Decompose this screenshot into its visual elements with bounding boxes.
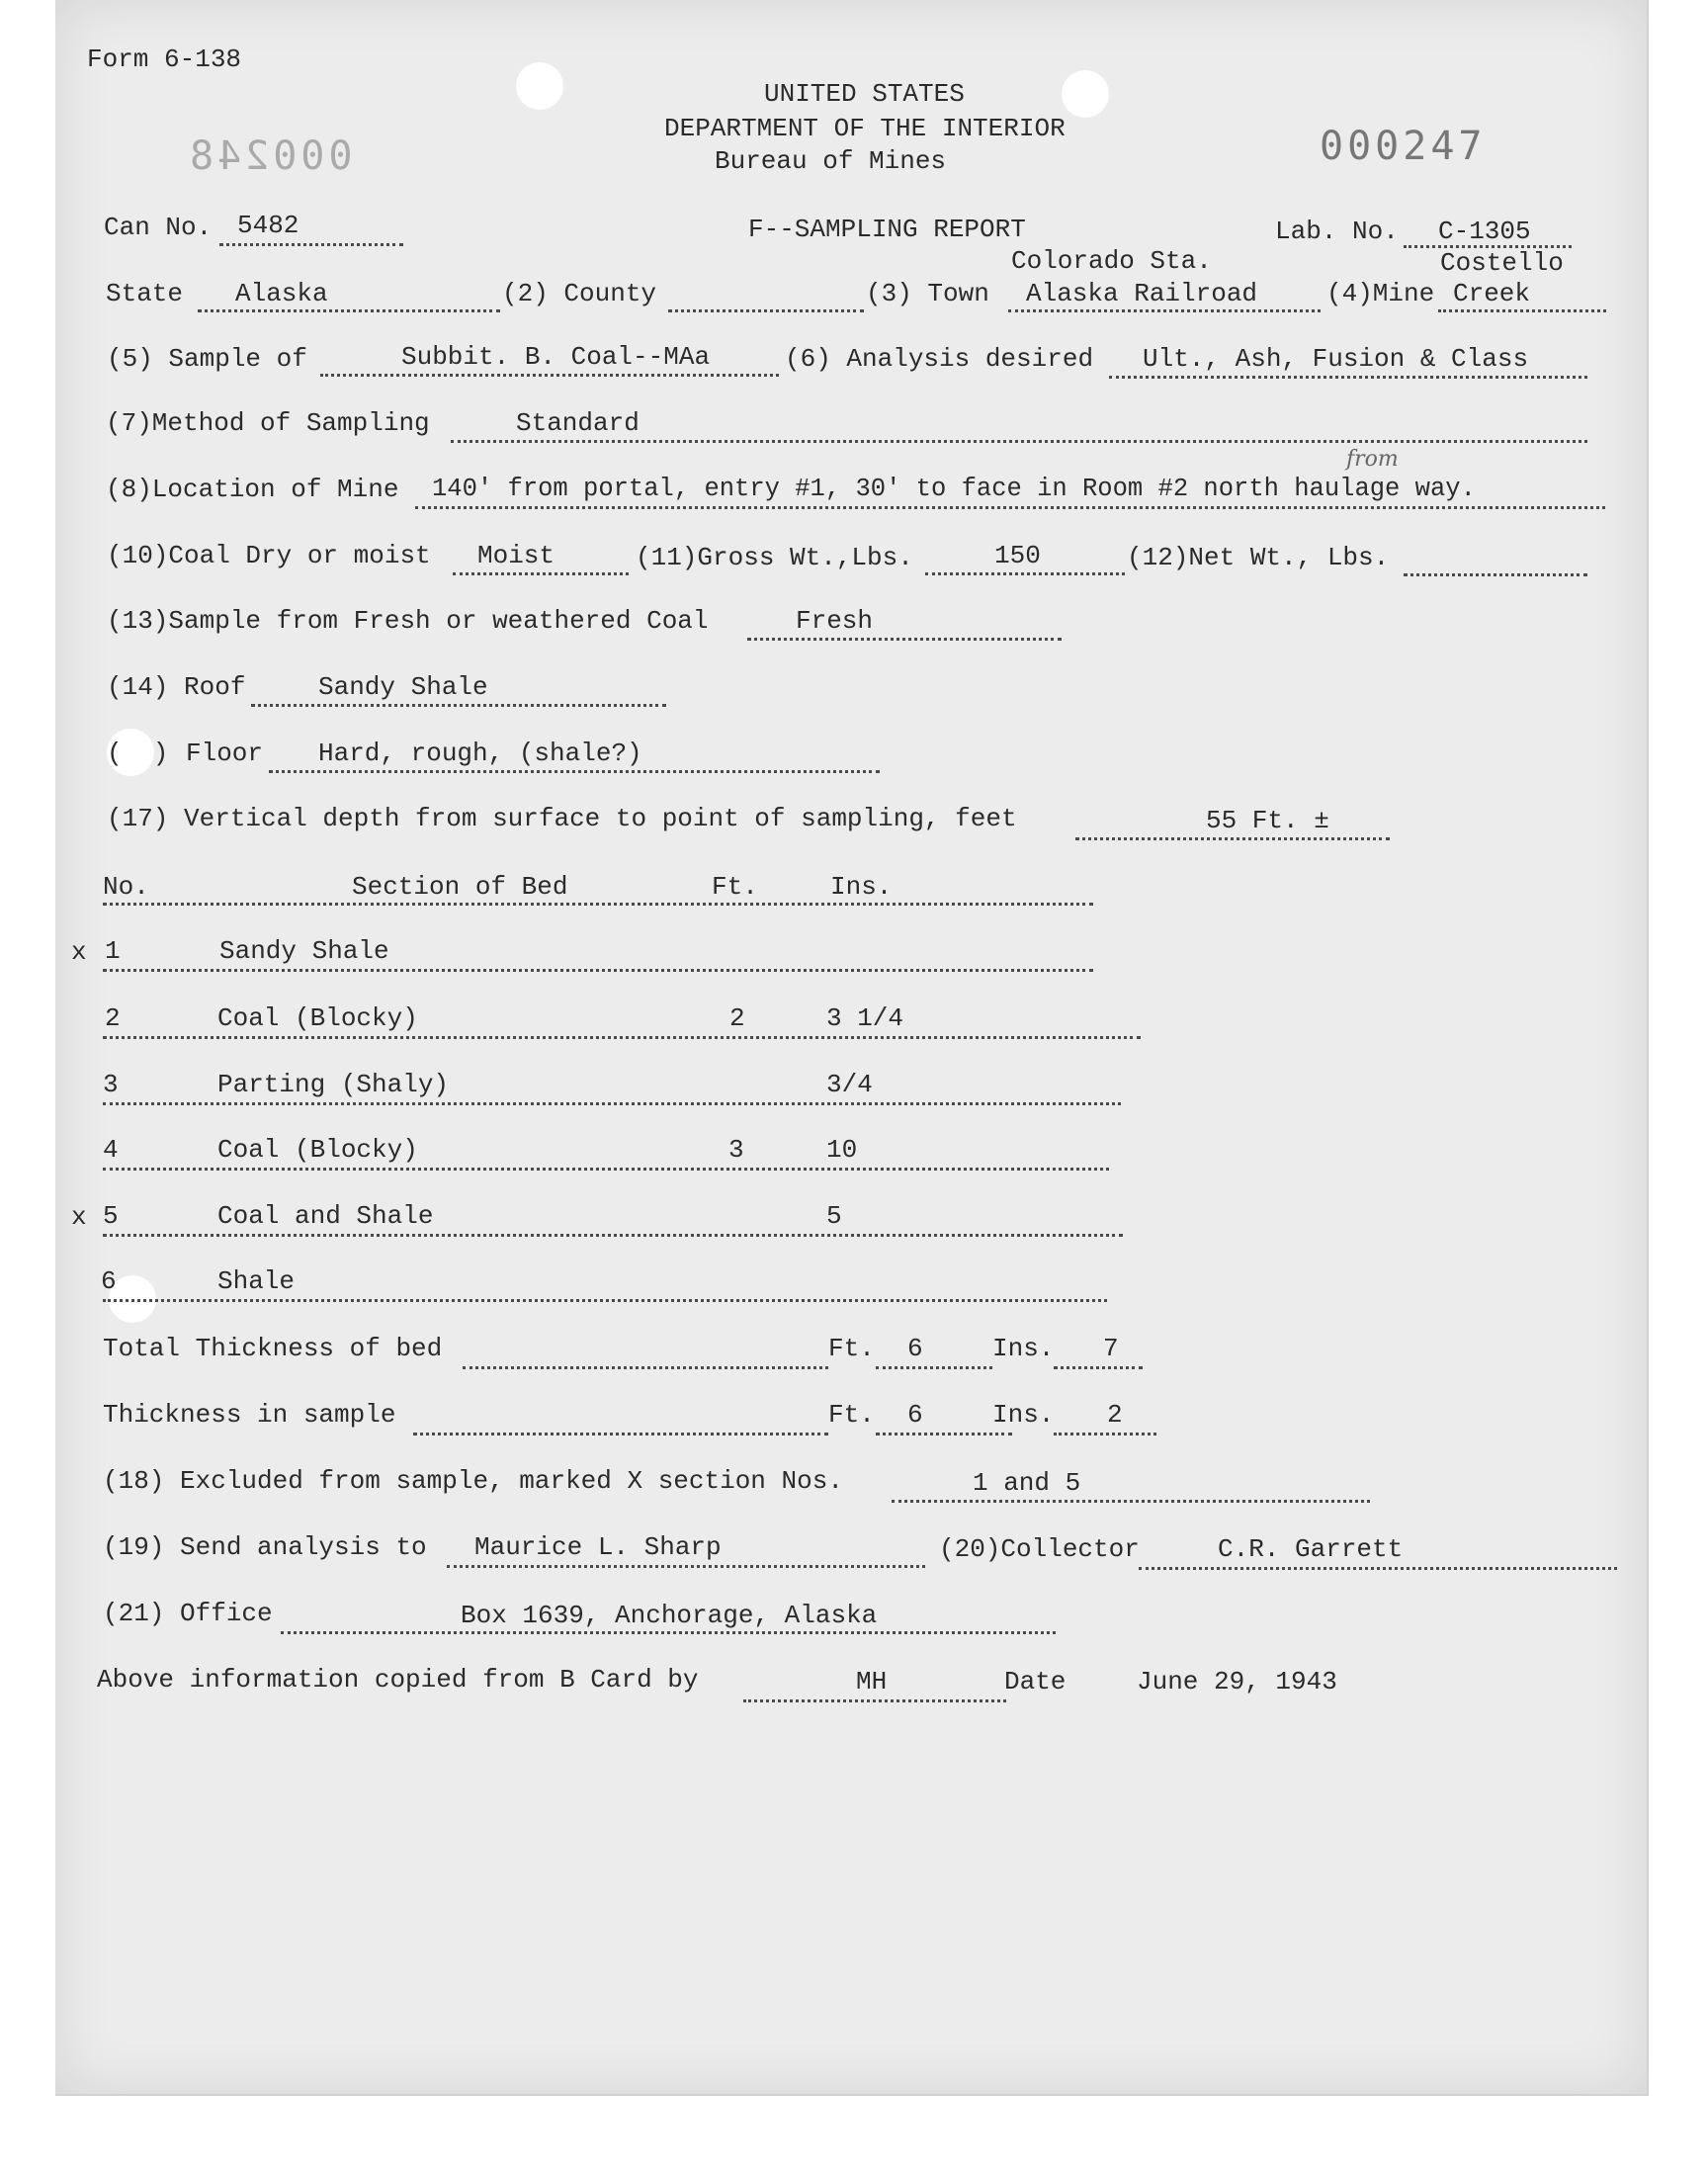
table-row-underline <box>103 1234 1123 1237</box>
collector-value: C.R. Garrett <box>1218 1534 1404 1564</box>
lab-label: Lab. No. <box>1275 217 1399 246</box>
coal-dry-underline <box>453 572 629 575</box>
date-label: Date <box>1004 1667 1067 1696</box>
table-row-section: Coal and Shale <box>217 1201 434 1231</box>
excluded-value: 1 and 5 <box>973 1468 1081 1498</box>
mine-label: (4)Mine <box>1326 279 1435 308</box>
table-row-no: 3 <box>103 1070 119 1099</box>
collector-label: (20)Collector <box>939 1534 1140 1564</box>
table-header-ft: Ft. <box>712 872 758 902</box>
table-row-ins: 3 1/4 <box>826 1003 904 1033</box>
copied-by-label: Above information copied from B Card by <box>97 1665 699 1695</box>
total-ft-value: 6 <box>907 1334 923 1363</box>
table-row-underline <box>103 969 1093 972</box>
sample-ins-underline <box>1054 1433 1156 1436</box>
table-row-ins: 10 <box>826 1135 858 1165</box>
gross-underline <box>925 572 1125 575</box>
sample-ft-value: 6 <box>907 1400 923 1430</box>
roof-value: Sandy Shale <box>318 672 488 702</box>
state-label: State <box>106 279 184 308</box>
office-underline <box>281 1631 1056 1634</box>
table-row-ft: 3 <box>728 1135 744 1165</box>
analysis-underline <box>1109 376 1587 379</box>
can-underline <box>219 243 403 246</box>
fresh-label: (13)Sample from Fresh or weathered Coal <box>107 606 709 636</box>
table-row-section: Sandy Shale <box>219 936 389 966</box>
total-ft-underline <box>876 1366 992 1369</box>
table-row-ins: 5 <box>826 1201 842 1231</box>
location-value: 140' from portal, entry #1, 30' to face in Room #2 north haulage way. <box>432 475 1476 503</box>
header-department: DEPARTMENT OF THE INTERIOR <box>664 114 1066 143</box>
state-underline <box>198 309 500 312</box>
net-label: (12)Net Wt., Lbs. <box>1127 543 1390 572</box>
total-ins-underline <box>1054 1366 1143 1369</box>
sample-of-label: (5) Sample of <box>107 344 307 374</box>
form-number: Form 6-138 <box>87 44 242 74</box>
depth-value: 55 Ft. ± <box>1206 806 1329 835</box>
roof-label: (14) Roof <box>107 672 246 702</box>
analysis-label: (6) Analysis desired <box>785 344 1094 374</box>
stamp-mirrored-number: 000248 <box>186 133 353 179</box>
send-analysis-value: Maurice L. Sharp <box>474 1532 722 1562</box>
sample-thickness-label: Thickness in sample <box>103 1400 396 1430</box>
gross-value: 150 <box>994 541 1041 570</box>
location-insert-note: from <box>1346 447 1399 472</box>
office-label: (21) Office <box>103 1599 273 1628</box>
send-analysis-label: (19) Send analysis to <box>103 1532 427 1562</box>
depth-underline <box>1075 837 1390 840</box>
sample-of-underline <box>320 374 779 377</box>
collector-underline <box>1139 1567 1617 1570</box>
sample-ft-underline <box>876 1433 1012 1436</box>
sample-thickness-underline <box>413 1433 828 1436</box>
table-row-section: Coal (Blocky) <box>217 1003 418 1033</box>
sample-ins-value: 2 <box>1107 1400 1123 1430</box>
table-row-underline <box>103 1299 1107 1302</box>
fresh-value: Fresh <box>796 606 874 636</box>
mine-value: Creek <box>1453 279 1531 308</box>
report-title: F--SAMPLING REPORT <box>748 215 1026 244</box>
floor-label-number: ( ) <box>107 739 169 768</box>
form-sheet <box>55 0 1649 2096</box>
office-value: Box 1639, Anchorage, Alaska <box>461 1601 878 1630</box>
table-row-underline <box>103 1168 1109 1171</box>
table-row-no: 4 <box>103 1135 119 1165</box>
total-ins-label: Ins. <box>992 1334 1055 1363</box>
location-underline <box>415 506 1605 509</box>
county-label: (2) County <box>502 279 657 308</box>
punch-hole-left <box>516 62 563 110</box>
table-header-section: Section of Bed <box>352 872 568 902</box>
table-row-no: 2 <box>105 1003 121 1033</box>
total-ft-label: Ft. <box>828 1334 875 1363</box>
sample-ft-label: Ft. <box>828 1400 875 1430</box>
fresh-underline <box>747 638 1062 641</box>
excluded-label: (18) Excluded from sample, marked X section Nos. <box>103 1466 843 1496</box>
sample-ins-label: Ins. <box>992 1400 1055 1430</box>
header-bureau: Bureau of Mines <box>715 146 947 176</box>
table-row-section: Parting (Shaly) <box>217 1070 450 1099</box>
table-row-no: 5 <box>103 1201 119 1231</box>
location-label: (8)Location of Mine <box>106 475 399 504</box>
floor-value: Hard, rough, (shale?) <box>318 739 642 768</box>
table-row-underline <box>103 1036 1141 1039</box>
total-thickness-underline <box>463 1366 828 1369</box>
depth-label: (17) Vertical depth from surface to point of sampling, feet <box>107 804 1017 833</box>
date-value: June 29, 1943 <box>1137 1667 1337 1696</box>
lab-value: C-1305 <box>1438 217 1531 246</box>
punch-hole-right <box>1062 70 1109 118</box>
table-row-section: Coal (Blocky) <box>217 1135 418 1165</box>
total-thickness-label: Total Thickness of bed <box>103 1334 443 1363</box>
header-agency: UNITED STATES <box>764 79 965 109</box>
copied-by-underline <box>743 1699 1006 1702</box>
town-underline <box>1008 309 1321 312</box>
total-ins-value: 7 <box>1103 1334 1119 1363</box>
mine-above-note: Costello <box>1440 248 1564 278</box>
mine-underline <box>1438 309 1606 312</box>
floor-label: Floor <box>186 739 264 768</box>
gross-label: (11)Gross Wt.,Lbs. <box>636 543 913 572</box>
analysis-value: Ult., Ash, Fusion & Class <box>1143 344 1529 374</box>
send-analysis-underline <box>447 1565 925 1568</box>
method-underline <box>451 440 1587 443</box>
town-value: Alaska Railroad <box>1026 279 1258 308</box>
method-value: Standard <box>516 408 640 438</box>
table-row-section: Shale <box>217 1266 296 1296</box>
table-header-ins: Ins. <box>830 872 893 902</box>
method-label: (7)Method of Sampling <box>106 408 430 438</box>
table-row-mark: x <box>71 1202 87 1232</box>
net-underline <box>1404 573 1587 576</box>
roof-underline <box>251 704 666 707</box>
stamp-document-number: 000247 <box>1320 124 1487 169</box>
can-value: 5482 <box>237 211 299 240</box>
excluded-underline <box>892 1500 1370 1503</box>
table-header-underline <box>103 903 1093 906</box>
sample-of-value: Subbit. B. Coal--MAa <box>401 342 711 372</box>
county-underline <box>668 309 864 312</box>
coal-dry-label: (10)Coal Dry or moist <box>107 541 431 570</box>
table-header-no: No. <box>103 872 149 902</box>
table-row-mark: x <box>71 937 87 967</box>
floor-underline <box>269 770 880 773</box>
copied-by-value: MH <box>856 1667 888 1696</box>
table-row-ft: 2 <box>729 1003 745 1033</box>
state-value: Alaska <box>235 279 328 308</box>
table-row-ins: 3/4 <box>826 1070 873 1099</box>
town-label: (3) Town <box>866 279 989 308</box>
table-row-no: 6 <box>101 1266 117 1296</box>
can-label: Can No. <box>104 213 213 242</box>
table-row-underline <box>103 1102 1121 1105</box>
coal-dry-value: Moist <box>477 541 555 570</box>
town-above-note: Colorado Sta. <box>1011 246 1212 276</box>
table-row-no: 1 <box>105 936 121 966</box>
